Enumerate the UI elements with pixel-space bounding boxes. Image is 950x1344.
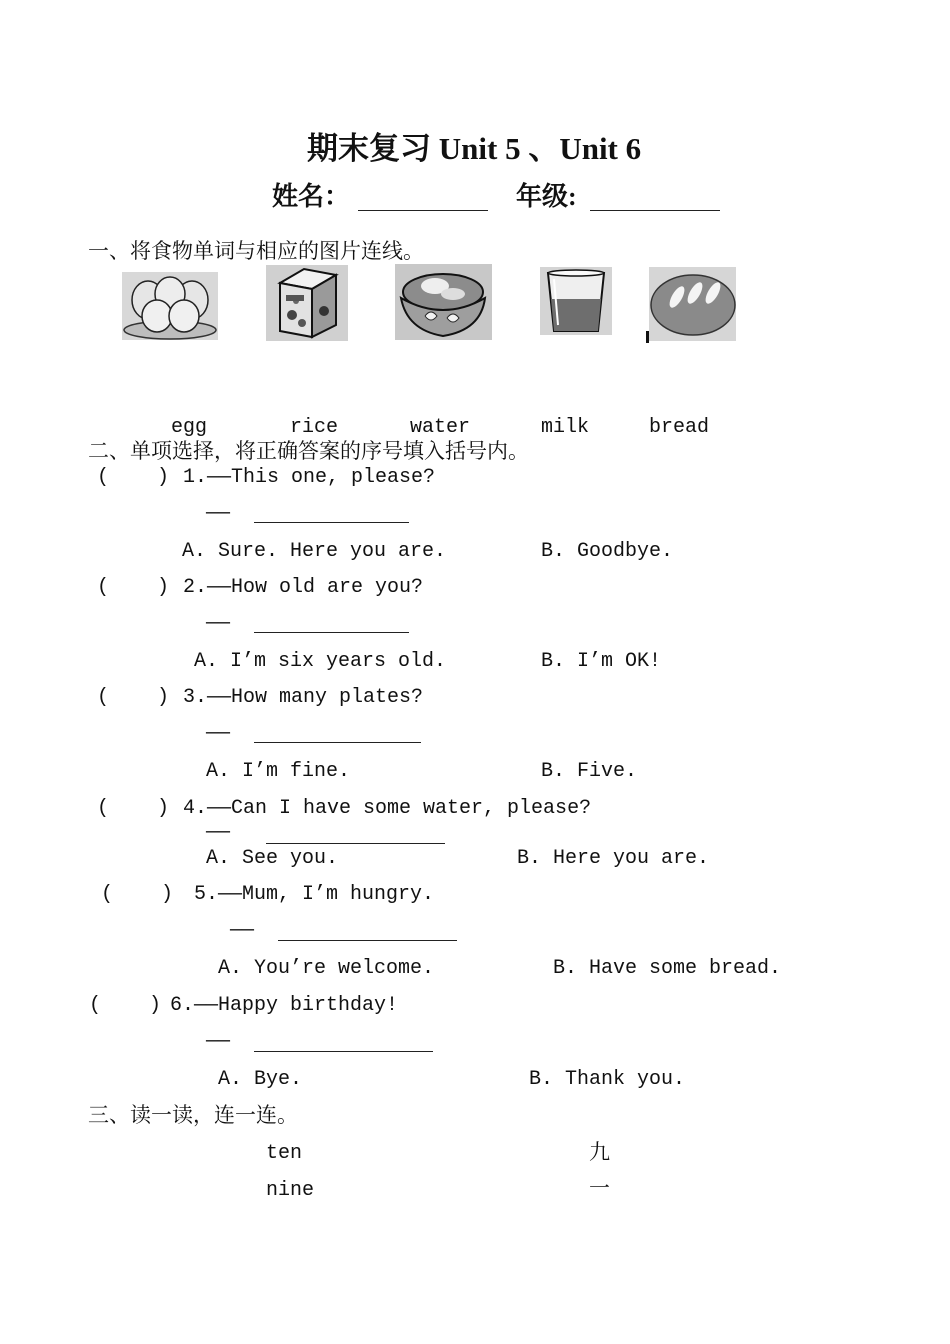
section3-heading: 三、读一读，连一连。	[88, 1103, 298, 1127]
name-blank[interactable]	[358, 210, 488, 211]
section1-heading: 一、将食物单词与相应的图片连线。	[88, 239, 424, 263]
question-prompt: 3.——How many plates?	[183, 686, 424, 709]
word-water: water	[410, 416, 471, 439]
question-prompt: 2.——How old are you?	[183, 576, 424, 599]
answer-paren[interactable]: ( )	[97, 466, 170, 489]
milk-carton-picture	[266, 265, 348, 341]
option-a: A. Bye.	[218, 1068, 303, 1091]
rice-bowl-picture	[395, 264, 492, 340]
reply-blank[interactable]	[266, 843, 445, 844]
option-a: A. You’re welcome.	[218, 957, 435, 980]
reply-dash: ——	[206, 612, 231, 635]
option-a: A. I’m fine.	[206, 760, 351, 783]
option-b: B. Five.	[541, 760, 638, 783]
answer-paren[interactable]: ( )	[89, 994, 162, 1017]
match-word-ten: ten	[266, 1142, 303, 1165]
option-b: B. Here you are.	[517, 847, 710, 870]
reply-dash: ——	[206, 722, 231, 745]
word-rice: rice	[290, 416, 339, 439]
match-word-nine: nine	[266, 1179, 315, 1202]
reply-blank[interactable]	[254, 632, 409, 633]
option-a: A. I’m six years old.	[194, 650, 447, 673]
reply-dash: ——	[230, 919, 255, 942]
reply-blank[interactable]	[254, 1051, 433, 1052]
option-a: A. See you.	[206, 847, 339, 870]
divider-mark	[646, 331, 649, 343]
question-prompt: 5.——Mum, I’m hungry.	[194, 883, 435, 906]
question-prompt: 4.——Can I have some water, please?	[183, 797, 592, 820]
word-egg: egg	[171, 416, 208, 439]
section2-heading: 二、单项选择，将正确答案的序号填入括号内。	[88, 439, 529, 463]
word-milk: milk	[541, 416, 590, 439]
option-b: B. Goodbye.	[541, 540, 674, 563]
bread-picture	[649, 267, 736, 341]
reply-dash: ——	[206, 821, 231, 844]
match-char-yi: 一	[589, 1176, 610, 1200]
answer-paren[interactable]: ( )	[97, 576, 170, 599]
name-label: 姓名：	[272, 182, 351, 211]
reply-blank[interactable]	[254, 742, 421, 743]
water-glass-picture	[540, 267, 612, 335]
option-b: B. I’m OK!	[541, 650, 662, 673]
match-char-jiu: 九	[589, 1140, 610, 1164]
answer-paren[interactable]: ( )	[101, 883, 174, 906]
word-bread: bread	[649, 416, 710, 439]
answer-paren[interactable]: ( )	[97, 686, 170, 709]
reply-dash: ——	[206, 502, 231, 525]
option-b: B. Thank you.	[529, 1068, 686, 1091]
question-prompt: 6.——Happy birthday!	[170, 994, 399, 1017]
question-prompt: 1.——This one, please?	[183, 466, 436, 489]
reply-dash: ——	[206, 1030, 231, 1053]
reply-blank[interactable]	[254, 522, 409, 523]
grade-label: 年级:	[516, 182, 577, 211]
option-a: A. Sure. Here you are.	[182, 540, 447, 563]
option-b: B. Have some bread.	[553, 957, 782, 980]
reply-blank[interactable]	[278, 940, 457, 941]
answer-paren[interactable]: ( )	[97, 797, 170, 820]
eggs-picture	[122, 272, 218, 340]
page-title: 期末复习 Unit 5 、Unit 6	[307, 131, 642, 166]
grade-blank[interactable]	[590, 210, 720, 211]
